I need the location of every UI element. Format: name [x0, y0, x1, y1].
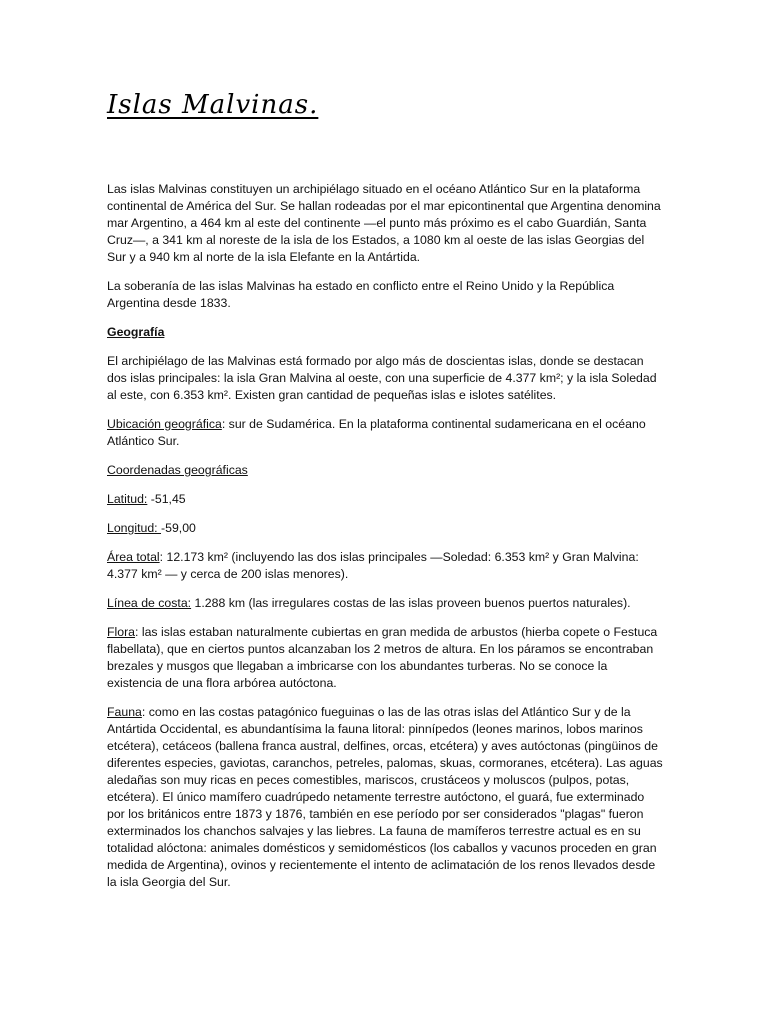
coast-label: Línea de costa:	[107, 596, 192, 610]
coordinates-heading	[107, 462, 663, 479]
flora-label: Flora	[107, 625, 136, 639]
area-paragraph	[107, 549, 663, 583]
location-text: : sur de Sudamérica. En la plataforma continental sudamericana en el océano Atlántico Sur.	[107, 417, 646, 448]
intro-paragraph: Las islas Malvinas constituyen un archipiélago situado en el océano Atlántico Sur en la plataforma continental de América del Sur. Se hallan rodeadas por el mar epicontinental que Argentina denomina mar Argentino, a 464 km al este del continente —el punto más próximo es el cabo Guardián, Santa Cruz—, a 341 km al noreste de la isla de los Estados, a 1080 km al oeste de las islas Georgias del Sur y a 940 km al norte de la isla Elefante en la Antártida.	[107, 182, 661, 264]
longitude-paragraph	[107, 520, 663, 537]
geography-heading-text: Geografía	[107, 325, 165, 339]
location-label: Ubicación geográfica	[107, 417, 222, 431]
latitude-value: -51,45	[147, 492, 186, 506]
coordinates-label: Coordenadas geográficas	[107, 463, 248, 477]
coast-paragraph	[107, 595, 663, 612]
fauna-paragraph	[107, 704, 663, 891]
flora-paragraph	[107, 624, 663, 692]
fauna-text: : como en las costas patagónico fueguinas o las de las otras islas del Atlántico Sur y de la Antártida Occidental, es abundantísima la fauna litoral: pinnípedos (leones marinos, lobos marinos etcétera), cetáceos (ballena franca austral, delfines, orcas, etcétera) y aves autóctonas (pingüinos de diferentes especies, gaviotas, caranchos, petreles, palomas, skuas, cormoranes, etcétera). Las aguas aledañas son muy ricas en peces comestibles, mariscos, crustáceos y moluscos (pulpos, potas, etcétera). El único mamífero cuadrúpedo netamente terrestre autóctono, el guará, fue exterminado por los británicos entre 1873 y 1876, también en ese período por ser considerados "plagas" fueron exterminados los chanchos salvajes y las liebres. La fauna de mamíferos terrestre actual es en su totalidad alóctona: animales domésticos y semidomésticos (los caballos y vacunos proceden en gran medida de Argentina), ovinos y recientemente el intento de aclimatación de los renos llevados desde la isla Georgia del Sur.	[107, 705, 663, 889]
longitude-value: -59,00	[161, 521, 196, 535]
location-paragraph	[107, 416, 663, 450]
document-title: Islas Malvinas.	[107, 90, 319, 120]
latitude-paragraph	[107, 491, 663, 508]
longitude-label: Longitud:	[107, 521, 162, 535]
area-text: : 12.173 km² (incluyendo las dos islas principales —Soledad: 6.353 km² y Gran Malvina: 4.377 km² — y cerca de 200 islas menores).	[107, 550, 639, 581]
fauna-label: Fauna	[107, 705, 142, 719]
sovereignty-paragraph: La soberanía de las islas Malvinas ha estado en conflicto entre el Reino Unido y la República Argentina desde 1833.	[107, 279, 615, 310]
geography-paragraph: El archipiélago de las Malvinas está formado por algo más de doscientas islas, donde se destacan dos islas principales: la isla Gran Malvina al oeste, con una superficie de 4.377 km²; y la isla Soledad al este, con 6.353 km². Existen gran cantidad de pequeñas islas e islotes satélites.	[107, 354, 657, 402]
geography-heading	[107, 324, 663, 341]
area-label: Área total	[107, 550, 160, 564]
latitude-label: Latitud:	[107, 492, 148, 506]
flora-text: : las islas estaban naturalmente cubiertas en gran medida de arbustos (hierba copete o Festuca flabellata), que en ciertos puntos alcanzaban los 2 metros de altura. En los páramos se encontraban brezales y musgos que llegaban a imbricarse con los abundantes turberas. No se conoce la existencia de una flora arbórea autóctona.	[107, 625, 658, 690]
document-body	[107, 181, 663, 903]
coast-text: 1.288 km (las irregulares costas de las islas proveen buenos puertos naturales).	[191, 596, 631, 610]
